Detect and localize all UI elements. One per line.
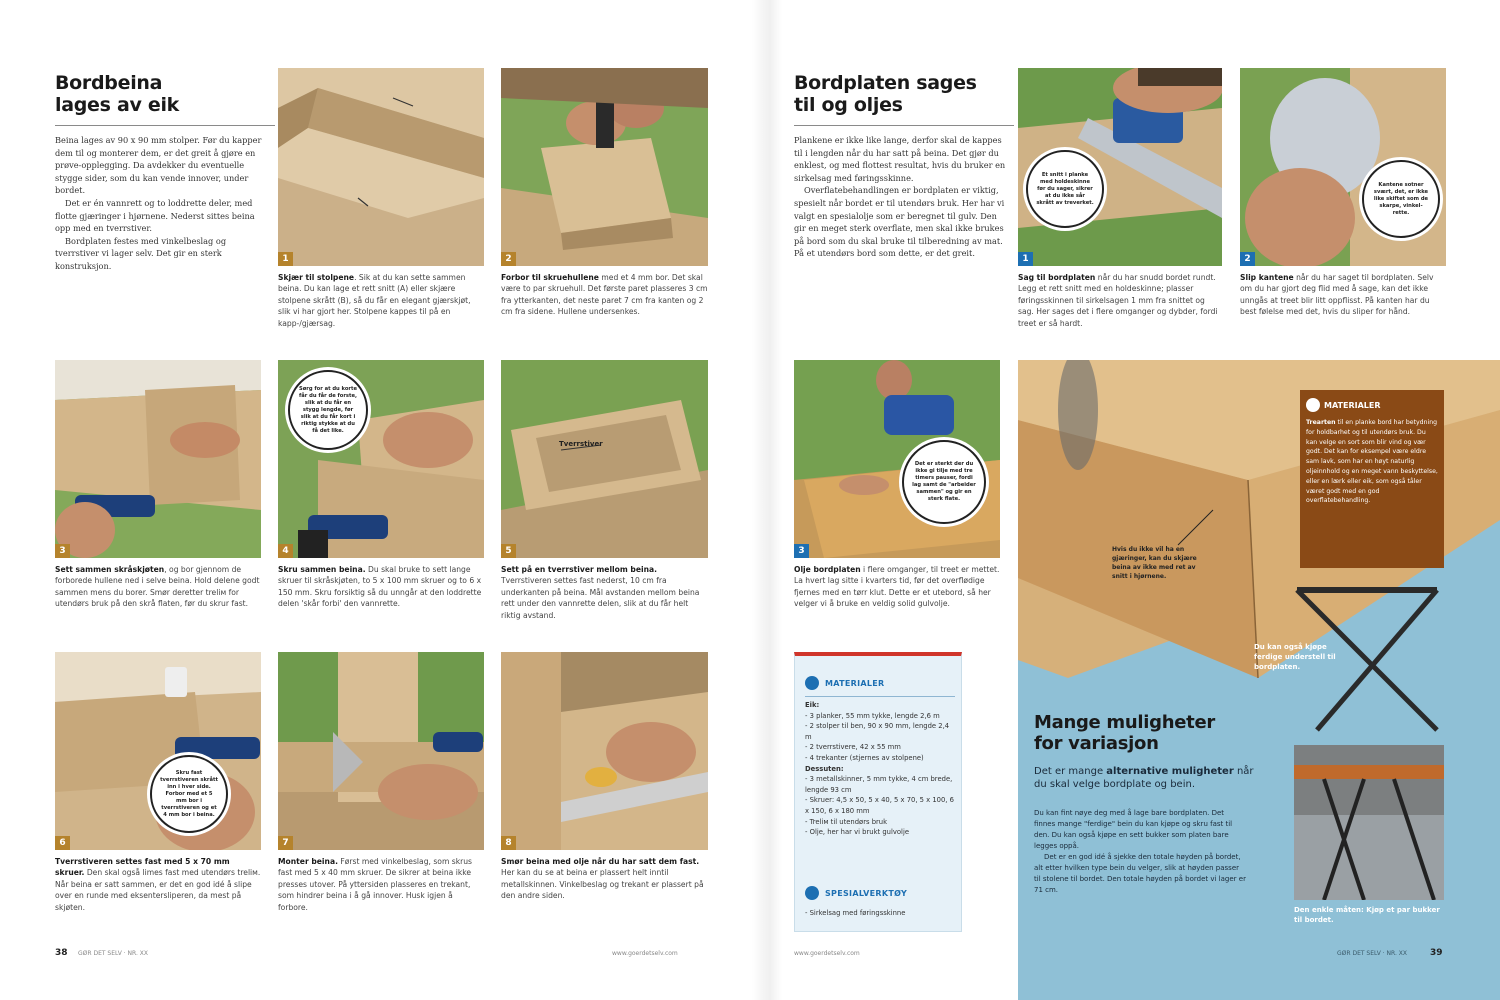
step-2-caption [501, 272, 708, 318]
left-intro-p3: Bordplaten festes med vinkelbeslag og tverrstiver vi lager selv. Det gir en sterk konstruksjon. [55, 235, 227, 271]
bench-photo [1294, 745, 1444, 900]
step-5-photo-label: Tverrstiver [559, 440, 603, 448]
right-intro-p2: Overflatebehandlingen er bordplaten er viktig, spesielt når bordet er til utendørs bruk. Her har vi valgt en spesialolje som er beregnet til gulv. Den gir en meget sterk overflate, men skal ikke brukes på bord som du skal bruke til tilberedning av mat. På et utendørs bord som dette, er det greit. [794, 185, 1005, 259]
materials-eik-2: - 2 stolper til ben, 90 x 90 mm, lengde 2,4 m [805, 722, 950, 741]
step-7-lead: Monter beina. [278, 857, 338, 866]
step-5-caption [501, 564, 708, 621]
step-3-lead: Sett sammen skråskjøten [55, 565, 165, 574]
materials-heading: MATERIALER [825, 679, 885, 688]
materials-dessuten-1: - 3 metallskinner, 5 mm tykke, 4 cm brede, lengde 93 cm [805, 775, 953, 794]
oak-leg-caption: Hvis du ikke vil ha en gjæringer, kan du skjære beina av ikke med ret av snitt i hjørnene. [1112, 546, 1197, 580]
bench-caption: Den enkle måten: Kjøp et par bukker til bordet. [1294, 906, 1440, 924]
step-2-photo [501, 68, 708, 266]
step-5-text: Tverrstiveren settes fast nederst, 10 cm fra underkanten på beina. Mål avstanden mellom beina rett under den vannrette delen, slik at du får helt riktig avstand. [501, 576, 700, 620]
step-1-lead: Skjær til stolpene [278, 273, 355, 282]
left-intro-p2: Det er én vannrett og to loddrette deler, med flotte gjæringer i hjørnene. Nederst sittes beina opp med en tverrstiver. [55, 197, 255, 234]
materials-eik-3: - 2 tverrstivere, 42 x 55 mm [805, 743, 901, 752]
right-intro [794, 134, 1006, 260]
step-3-caption [55, 564, 261, 610]
step-7-caption [278, 856, 484, 913]
step-4-lead: Skru sammen beina. [278, 565, 366, 574]
step-2-lead: Forbor til skruehullene [501, 273, 599, 282]
material-tip-body: til en planke bord har betydning for holdbarhet og til utendørs bruk. Du kan velge en sort som blir vind og vær godt. Det kan for eksempel være eldre sam lavk, som har en høyt naturlig oljeinnhold og en meget vann beskyttelse, eller en lærk eller eik, som også tåler været godt med en god overflatebehandling. [1306, 419, 1438, 505]
material-tip-heading: MATERIALER [1324, 401, 1381, 410]
left-page-number: 38 [55, 948, 68, 958]
step-5-photo [501, 360, 708, 558]
right-step-2-text: når du har saget til bordplaten. Selv om du har gjort deg flid med å sage, kan det ikke unngås at treet blir litt oppflisst. På kanten har du best følelse med det, hvis du sliper for hånd. [1240, 273, 1434, 317]
materials-box [794, 652, 962, 932]
step-6-number: 6 [55, 836, 70, 850]
right-step-2-tip-bubble: Kantene sotner svært, det, er ikke like skiftet som de skarpe, vinkel-rette. [1362, 160, 1440, 238]
right-step-2-number: 2 [1240, 252, 1255, 266]
right-step-2-lead: Slip kantene [1240, 273, 1294, 282]
material-tip-lead: Trearten [1306, 419, 1336, 426]
left-intro-p1: Beina lages av 90 x 90 mm stolper. Før du kapper dem til og monterer dem, er det greit å gjøre en prøve-opplegging. Da avdekker du eventuelle stygge sider, som du kan vende innover, under bordet. [55, 135, 262, 196]
right-page [782, 0, 1500, 1000]
left-title-rule [55, 125, 275, 126]
right-step-1-lead: Sag til bordplaten [1018, 273, 1096, 282]
right-title-line-2: til og oljes [794, 94, 903, 116]
variations-lead-bold: alternative muligheter [1106, 766, 1234, 777]
step-5-lead: Sett på en tverrstiver mellom beina. [501, 565, 658, 574]
step-3-number: 3 [55, 544, 70, 558]
step-3-photo [55, 360, 261, 558]
step-3-text: , og bor gjennom de forborede hullene ned i selve beina. Hold delene godt sammen mens du borer. Smør deretter treliм for utendørs bruk på den skrå flaten, før du skrur fast. [55, 565, 260, 609]
right-step-1-tip-bubble: Et snitt i planke med holdeskinne før du sager, sikrer at du ikke sår skrått av treverket. [1026, 150, 1104, 228]
materials-eik-label: Eik: [805, 701, 820, 709]
right-step-3-lead: Olje bordplaten [794, 565, 861, 574]
variations-body [1034, 808, 1246, 896]
left-footer-url: www.goerdetselv.com [612, 950, 678, 957]
x-leg-caption: Du kan også kjøpe ferdige understell til bordplaten. [1254, 643, 1336, 671]
step-7-photo [278, 652, 484, 850]
materials-dessuten-label: Dessuten: [805, 764, 844, 773]
step-4-number: 4 [278, 544, 293, 558]
step-1-caption [278, 272, 484, 329]
step-6-tip-bubble: Skru fast tverrstiveren skrått inn i hver side. Forbor med et 5 mm bor i tverrstiveren og et 4 mm bor i beina. [150, 755, 228, 833]
materials-icon [805, 676, 819, 690]
left-intro [55, 134, 267, 273]
step-6-lead: Tverrstiveren settes fast med 5 x 70 mm skruer. [55, 857, 230, 878]
right-step-3-tip-bubble: Det er sterkt der du ikke gi tilje med tre timers pauser, fordi lag samt de "arbeider sammen" og gir en sterk flate. [902, 440, 986, 524]
right-step-3-text: i flere omganger, til treet er mettet. La hvert lag sitte i kvarters tid, før det overflødige fjernes med en tørr klut. Dette er et utebord, så her velger vi å bruke en veldig solid gulvolje. [794, 565, 1000, 609]
right-footer-url: www.goerdetselv.com [794, 950, 860, 957]
left-title-line-2: lages av eik [55, 94, 180, 116]
step-4-text: Du skal bruke to sett lange skruer til skråskjøten, to 5 x 100 mm skruer og to 6 x 150 mm. Skru forsiktig så du unngår at den loddrette delen 'skår forbi' den vannrette. [278, 565, 482, 609]
right-title-rule [794, 125, 1014, 126]
step-6-caption [55, 856, 261, 913]
materials-dessuten-2: - Skruer: 4,5 x 50, 5 x 40, 5 x 70, 5 x 100, 6 x 150, 6 x 180 mm [805, 796, 954, 815]
variations-title [1034, 712, 1215, 754]
step-2-text: med et 4 mm bor. Det skal være to par skruehull. Det første paret plasseres 3 cm fra ytterkanten, det neste paret 7 cm fra kanten og 2 cm fra sidene. Hullene undersenkes. [501, 273, 708, 317]
right-title-line-1: Bordplaten sages [794, 72, 977, 94]
right-step-3-caption [794, 564, 1000, 610]
step-4-tip-bubble: Sørg for at du korte får du får de forste, slik at du får en stygg lengde, før slik at du får kort i riktig stykke at du få det like. [288, 370, 368, 450]
right-step-3-number: 3 [794, 544, 809, 558]
variations-p2: Det er en god idé å sjekke den totale høyden på bordet, alt etter hvilken type bein du velger, slik at høyden passer til stolene til bordet. Den totale høyden på bordet vi lager er 71 cm. [1034, 853, 1246, 894]
step-8-lead: Smør beina med olje når du har satt dem fast. [501, 857, 700, 866]
materials-dessuten-4: - Olje, her har vi brukt gulvolje [805, 828, 910, 837]
material-tip-box [1300, 390, 1444, 568]
right-step-1-number: 1 [1018, 252, 1033, 266]
step-7-text: Først med vinkelbeslag, som skrus fast med 5 x 40 mm skruer. De sikrer at beina ikke presses utover. På yttersiden plasseres en trekant, som hindrer beina i å gå innover. Husk igjen å forbore. [278, 857, 472, 912]
left-title-line-1: Bordbeina [55, 72, 163, 94]
variations-title-line-1: Mange muligheter [1034, 712, 1215, 733]
step-1-text: . Sik at du kan sette sammen beina. Du kan lage et rett snitt (A) eller skjære stolpene skrått (B), så du får en elegant gjærskjøt, slik vi har gjort her. Stolpene kappes til på en kapp-/gjærsag. [278, 273, 471, 328]
step-6-photo [55, 652, 261, 850]
materials-list [805, 700, 957, 838]
material-tip-text [1306, 418, 1438, 506]
step-8-text: Her kan du se at beina er plassert helt inntil metallskinnen. Vinkelbeslag og trekant er plassert på den andre siden. [501, 868, 704, 901]
variations-lead-post: når du skal velge bordplate og bein. [1034, 766, 1254, 790]
right-step-2-caption [1240, 272, 1446, 318]
left-title [55, 72, 179, 116]
tools-icon [805, 886, 819, 900]
step-8-number: 8 [501, 836, 516, 850]
step-1-number: 1 [278, 252, 293, 266]
material-tip-icon [1306, 398, 1320, 412]
step-6-text: Den skal også limes fast med utendørs treliм. Når beina er satt sammen, er det en god idé å slipe over en runde med eksentersliperen, da mest på skjøten. [55, 868, 261, 912]
left-footer-magazine: GØR DET SELV · NR. XX [78, 950, 149, 957]
materials-dessuten-3: - Treliм til utendørs bruk [805, 817, 888, 826]
step-7-number: 7 [278, 836, 293, 850]
materials-rule [805, 696, 955, 697]
right-page-number: 39 [1430, 948, 1443, 958]
materials-eik-4: - 4 trekanter (stjernes av stolpene) [805, 753, 924, 762]
step-2-number: 2 [501, 252, 516, 266]
step-8-caption [501, 856, 708, 902]
tools-heading: SPESIALVERKTØY [825, 889, 908, 898]
variations-p1: Du kan fint nøye deg med å lage bare bordplaten. Det finnes mange "ferdige" bein du kan kjøpe og skru fast til den. Du kan også kjøpe en sett bukker som platen bare legges oppå. [1034, 809, 1233, 850]
step-5-number: 5 [501, 544, 516, 558]
variations-lead [1034, 765, 1254, 791]
step-8-photo [501, 652, 708, 850]
tools-item-1: - Sirkelsag med føringsskinne [805, 909, 906, 917]
step-1-photo [278, 68, 484, 266]
variations-title-line-2: for variasjon [1034, 733, 1159, 754]
materials-eik-1: - 3 planker, 55 mm tykke, lengde 2,6 m [805, 711, 940, 720]
variations-lead-pre: Det er mange [1034, 766, 1107, 777]
right-footer-magazine: GØR DET SELV · NR. XX [1337, 950, 1408, 957]
right-intro-p1: Plankene er ikke like lange, derfor skal de kappes til i lengden når du har satt på beina. Det gjør du enklest, og med flottest resultat, hvis du bruker en sirkelsag med føringsskinne. [794, 135, 1006, 183]
page-gutter [752, 0, 782, 1000]
step-4-caption [278, 564, 484, 610]
right-title [794, 72, 977, 116]
right-step-1-text: når du har snudd bordet rundt. Legg et rett snitt med en holdeskinne; plasser føringsskinnen til sirkelsagen 1 mm fra snittet og sag. Her sages det i flere omganger og dybder, fordi treet er så hardt. [1018, 273, 1218, 328]
right-step-1-caption [1018, 272, 1222, 329]
